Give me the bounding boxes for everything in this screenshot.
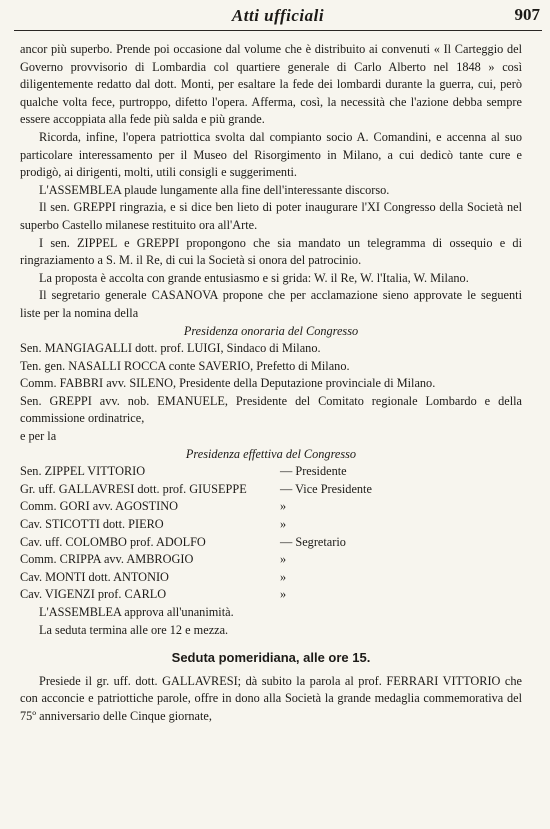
paragraph: L'ASSEMBLEA plaude lungamente alla fine dell'interessante discorso. (39, 182, 390, 197)
page-number: 907 (514, 5, 540, 24)
honorary-line: Sen. MANGIAGALLI dott. prof. LUIGI, Sindaco di Milano. (20, 341, 321, 356)
honorary-line: Ten. gen. NASALLI ROCCA conte SAVERIO, Prefetto di Milano. (20, 358, 350, 373)
running-title: Atti ufficiali (231, 6, 325, 25)
officer-role: — Vice Presidente (280, 481, 372, 496)
paragraph: I sen. ZIPPEL e GREPPI propongono che sia mandato un telegramma di ossequio e di ringraziamento a S. M. il Re, di cui la Società si onora del patrocinio. (20, 235, 522, 268)
officer-role: » (280, 587, 287, 602)
officer-row (20, 498, 522, 516)
paragraph: ancor più superbo. Prende poi occasione dal volume che è distribuito ai convenuti « Il Carteggio del Governo provvisorio di Lombardia col quartiere generale di Carlo Alberto nel 1848 » così diligentemente redatto dal dott. Monti, per esaltare la fede dei lombardi durante la guerra, cui, però qualche volta fece, purtroppo, difetto l'opera. Afferma, così, la necessità che l'azione debba sempre essere accoppiata alla fede più salda e più grande. (20, 42, 522, 127)
honorary-heading: Presidenza onoraria del Congresso (183, 323, 359, 338)
effective-heading: Presidenza effettiva del Congresso (185, 446, 357, 461)
paragraph: Presiede il gr. uff. dott. GALLAVRESI; dà subito la parola al prof. FERRARI VITTORIO che con acconcie e patriottiche parole, offre in dono alla Società la grande medaglia commemorativa del 75º anniversario delle Cinque giornate, (20, 673, 522, 723)
officer-role: — Presidente (280, 464, 347, 479)
officer-role: » (280, 517, 287, 532)
officer-name: Cav. uff. COLOMBO prof. ADOLFO (20, 534, 206, 549)
page-body (20, 41, 522, 726)
officer-role: — Segretario (280, 534, 346, 549)
page-header (14, 4, 542, 31)
paragraph: La proposta è accolta con grande entusiasmo e si grida: W. il Re, W. l'Italia, W. Milano. (39, 270, 469, 285)
honorary-line: Sen. GREPPI avv. nob. EMANUELE, Presidente del Comitato regionale Lombardo e della commissione ordinatrice, (20, 393, 522, 426)
paragraph: Il sen. GREPPI ringrazia, e si dice ben lieto di poter inaugurare l'XI Congresso della Società nel superbo Castello milanese restituito ora all'Arte. (20, 200, 522, 232)
honorary-line: Comm. FABBRI avv. SILENO, Presidente della Deputazione provinciale di Milano. (20, 376, 436, 391)
connector-text: e per la (20, 429, 57, 444)
officer-name: Cav. VIGENZI prof. CARLO (20, 587, 167, 602)
officer-row (20, 569, 522, 587)
officer-name: Gr. uff. GALLAVRESI dott. prof. GIUSEPPE (20, 481, 247, 496)
officer-name: Sen. ZIPPEL VITTORIO (20, 464, 146, 479)
paragraph: Ricorda, infine, l'opera patriottica svolta dal compianto socio A. Comandini, e accenna al suo particolare interessamento per il Museo del Risorgimento in Milano, a cui dedicò tante cure e prodigò, ai dirigenti, molti, utili consigli e suggerimenti. (20, 129, 522, 180)
paragraph: Il segretario generale CASANOVA propone che per acclamazione sieno approvate le seguenti liste per la nomina della (20, 288, 522, 320)
closing-line: L'ASSEMBLEA approva all'unanimità. (39, 605, 234, 619)
officer-row (20, 551, 522, 569)
officer-row (20, 534, 522, 552)
officer-name: Comm. GORI avv. AGOSTINO (20, 499, 179, 514)
officer-name: Cav. MONTI dott. ANTONIO (20, 569, 169, 584)
officer-name: Cav. STICOTTI dott. PIERO (20, 517, 164, 532)
officer-row (20, 516, 522, 534)
section-title: Seduta pomeridiana, alle ore 15. (171, 650, 371, 666)
closing-line: La seduta termina alle ore 12 e mezza. (39, 622, 229, 637)
officer-row (20, 586, 522, 604)
officer-role: » (280, 552, 287, 567)
officer-name: Comm. CRIPPA avv. AMBROGIO (20, 552, 194, 567)
officer-row (20, 481, 522, 499)
officer-row (20, 463, 522, 481)
officer-role: » (280, 569, 287, 584)
officer-role: » (280, 499, 287, 514)
